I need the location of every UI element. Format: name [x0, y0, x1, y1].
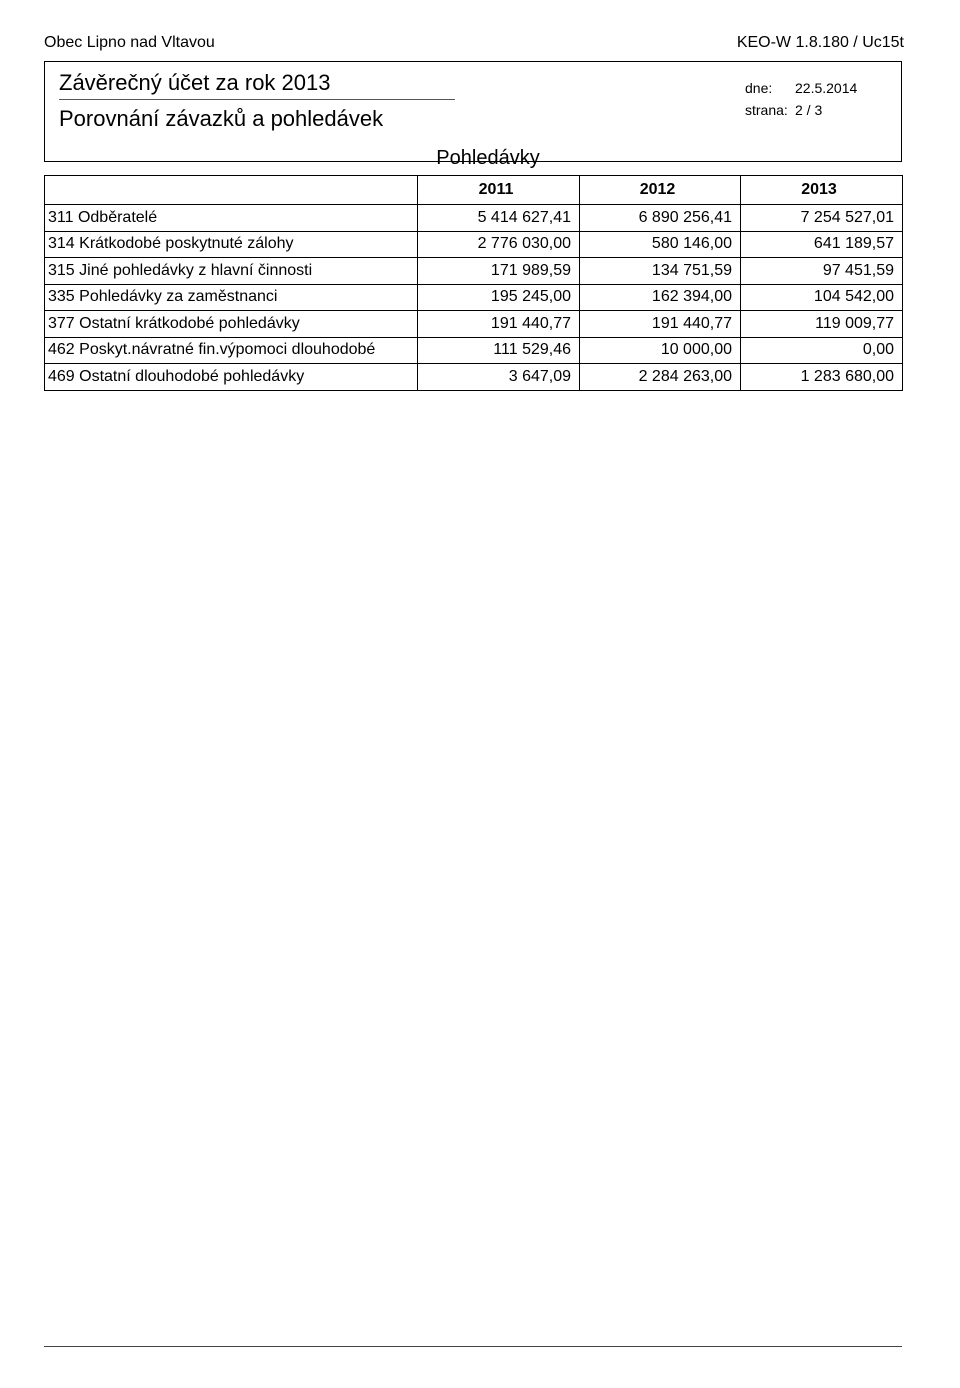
receivables-table	[44, 175, 903, 391]
column-header	[45, 176, 418, 205]
column-header: 2011	[418, 176, 580, 205]
value-2013: 97 451,59	[741, 258, 903, 285]
row-label: 377 Ostatní krátkodobé pohledávky	[45, 311, 418, 338]
report-page	[745, 102, 822, 118]
value-2012: 580 146,00	[580, 231, 741, 258]
value-2011: 2 776 030,00	[418, 231, 580, 258]
report-code: KEO-W 1.8.180 / Uc15t	[736, 34, 904, 51]
report-date	[745, 80, 857, 96]
table-row	[45, 311, 903, 338]
value-2013: 119 009,77	[741, 311, 903, 338]
value-2011: 191 440,77	[418, 311, 580, 338]
value-2013: 7 254 527,01	[741, 205, 903, 232]
column-header: 2013	[741, 176, 903, 205]
table-row	[45, 364, 903, 391]
table-header-row	[45, 176, 903, 205]
row-label: 311 Odběratelé	[45, 205, 418, 232]
section-title-wrap	[45, 147, 901, 170]
table-row	[45, 258, 903, 285]
table-row	[45, 337, 903, 364]
row-label: 314 Krátkodobé poskytnuté zálohy	[45, 231, 418, 258]
row-label: 335 Pohledávky za zaměstnanci	[45, 284, 418, 311]
row-label: 315 Jiné pohledávky z hlavní činnosti	[45, 258, 418, 285]
section-title: Pohledávky	[436, 147, 540, 169]
page-label: strana:	[745, 102, 788, 118]
value-2011: 195 245,00	[418, 284, 580, 311]
organization-name: Obec Lipno nad Vltavou	[44, 34, 215, 51]
value-2011: 111 529,46	[418, 337, 580, 364]
table-row	[45, 205, 903, 232]
value-2012: 191 440,77	[580, 311, 741, 338]
page-top-line	[44, 34, 904, 54]
report-header	[44, 61, 902, 169]
value-2013: 104 542,00	[741, 284, 903, 311]
value-2012: 6 890 256,41	[580, 205, 741, 232]
value-2012: 2 284 263,00	[580, 364, 741, 391]
value-2011: 171 989,59	[418, 258, 580, 285]
table-row	[45, 231, 903, 258]
value-2012: 162 394,00	[580, 284, 741, 311]
footer-divider	[44, 1346, 902, 1347]
column-header: 2012	[580, 176, 741, 205]
value-2013: 1 283 680,00	[741, 364, 903, 391]
date-value: 22.5.2014	[795, 80, 858, 96]
table-row	[45, 284, 903, 311]
report-title: Závěrečný účet za rok 2013	[59, 70, 331, 95]
value-2013: 641 189,57	[741, 231, 903, 258]
value-2011: 3 647,09	[418, 364, 580, 391]
row-label: 462 Poskyt.návratné fin.výpomoci dlouhodobé	[45, 337, 418, 364]
report-subtitle: Porovnání závazků a pohledávek	[59, 106, 384, 131]
value-2011: 5 414 627,41	[418, 205, 580, 232]
value-2012: 134 751,59	[580, 258, 741, 285]
title-divider	[59, 99, 455, 100]
value-2012: 10 000,00	[580, 337, 741, 364]
page-value: 2 / 3	[795, 102, 823, 118]
date-label: dne:	[745, 80, 773, 96]
row-label: 469 Ostatní dlouhodobé pohledávky	[45, 364, 418, 391]
value-2013: 0,00	[741, 337, 903, 364]
